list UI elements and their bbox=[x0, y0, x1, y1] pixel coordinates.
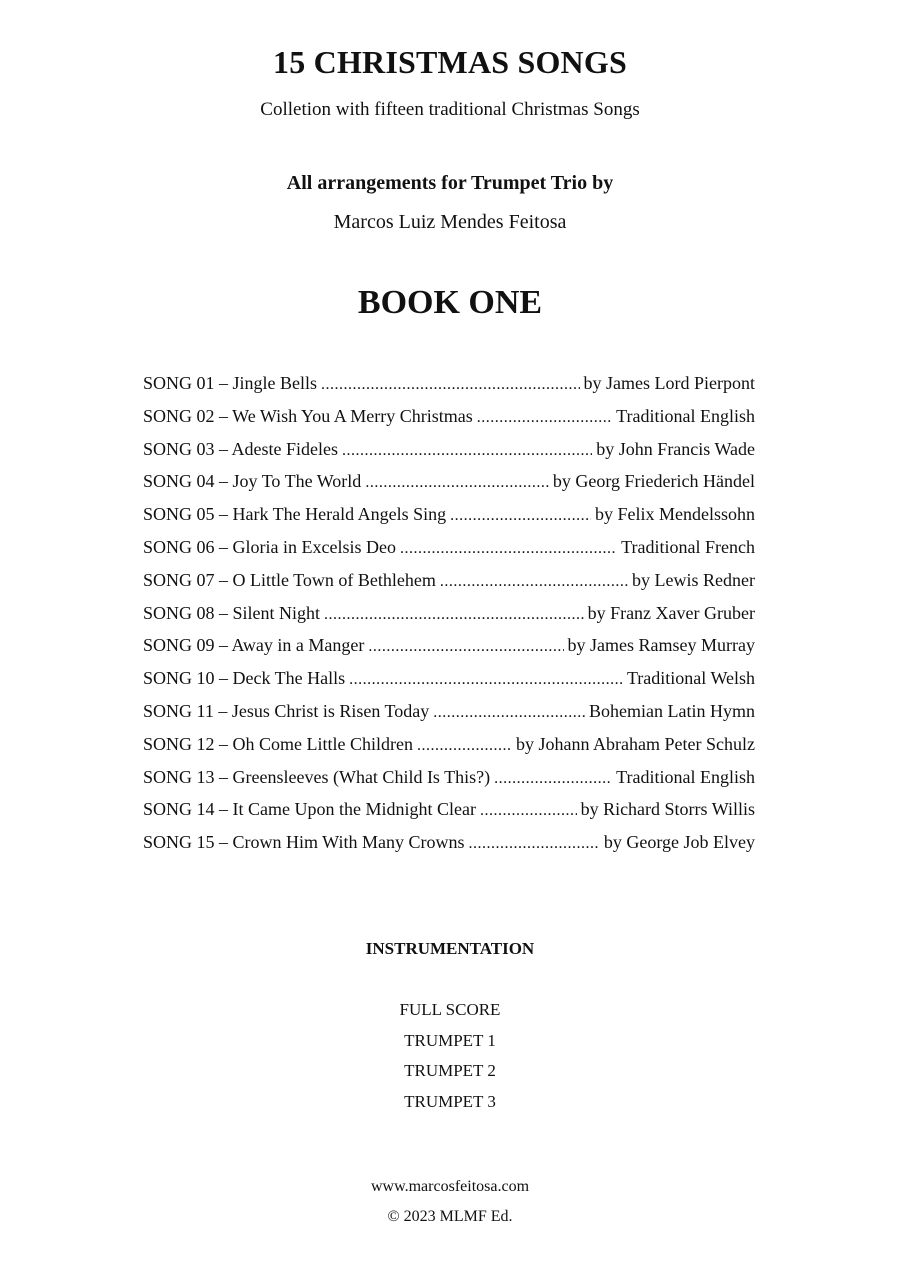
dot-leader bbox=[477, 409, 612, 427]
arranger-name: Marcos Luiz Mendes Feitosa bbox=[333, 211, 567, 233]
song-title: SONG 03 – Adeste Fideles bbox=[143, 438, 338, 459]
song-row bbox=[143, 471, 755, 504]
song-title: SONG 11 – Jesus Christ is Risen Today bbox=[143, 700, 430, 721]
song-composer: Traditional English bbox=[616, 405, 755, 426]
dot-leader bbox=[321, 376, 580, 394]
song-composer: by George Job Elvey bbox=[603, 832, 755, 853]
copyright-text: © 2023 MLMF Ed. bbox=[387, 1208, 513, 1225]
dot-leader bbox=[450, 507, 591, 525]
dot-leader bbox=[324, 606, 584, 624]
song-row bbox=[143, 701, 755, 734]
dot-leader bbox=[368, 638, 563, 656]
song-composer: Traditional English bbox=[616, 766, 755, 787]
song-composer: Traditional French bbox=[621, 536, 755, 557]
dot-leader bbox=[494, 770, 612, 788]
song-row bbox=[143, 799, 755, 832]
song-row bbox=[143, 570, 755, 603]
instrument-item: TRUMPET 1 bbox=[404, 1030, 496, 1050]
website-text: www.marcosfeitosa.com bbox=[370, 1178, 530, 1195]
song-row bbox=[143, 668, 755, 701]
song-composer: by Georg Friederich Händel bbox=[552, 471, 755, 492]
page-subtitle: Colletion with fifteen traditional Christmas Songs bbox=[260, 99, 640, 120]
song-composer: by Franz Xaver Gruber bbox=[587, 602, 755, 623]
song-row bbox=[143, 537, 755, 570]
dot-leader bbox=[349, 671, 623, 689]
song-title: SONG 08 – Silent Night bbox=[143, 602, 321, 623]
dot-leader bbox=[365, 474, 549, 492]
song-title: SONG 05 – Hark The Herald Angels Sing bbox=[143, 504, 447, 525]
song-title: SONG 01 – Jingle Bells bbox=[143, 373, 318, 393]
dot-leader bbox=[440, 573, 628, 591]
arrangements-heading: All arrangements for Trumpet Trio by bbox=[286, 172, 614, 194]
song-composer: by James Lord Pierpont bbox=[583, 373, 755, 393]
song-composer: Traditional Welsh bbox=[626, 668, 755, 689]
dot-leader bbox=[342, 442, 592, 460]
dot-leader bbox=[468, 835, 599, 853]
page-title: 15 CHRISTMAS SONGS bbox=[273, 44, 627, 80]
dot-leader bbox=[417, 737, 512, 755]
song-composer: Bohemian Latin Hymn bbox=[589, 700, 755, 721]
song-composer: by John Francis Wade bbox=[596, 438, 755, 459]
song-composer: by Richard Storrs Willis bbox=[580, 799, 755, 820]
dot-leader bbox=[480, 802, 577, 820]
song-row bbox=[143, 406, 755, 439]
song-title: SONG 06 – Gloria in Excelsis Deo bbox=[143, 536, 396, 557]
song-title: SONG 07 – O Little Town of Bethlehem bbox=[143, 569, 436, 590]
dot-leader bbox=[400, 540, 617, 558]
song-title: SONG 10 – Deck The Halls bbox=[143, 668, 346, 689]
dot-leader bbox=[433, 704, 585, 722]
song-row bbox=[143, 635, 755, 668]
song-title: SONG 13 – Greensleeves (What Child Is This?) bbox=[143, 766, 491, 787]
song-composer: by Lewis Redner bbox=[632, 569, 755, 590]
song-title: SONG 04 – Joy To The World bbox=[143, 471, 362, 492]
song-composer: by Felix Mendelssohn bbox=[595, 504, 755, 525]
song-title: SONG 12 – Oh Come Little Children bbox=[143, 733, 413, 754]
instrument-item: FULL SCORE bbox=[399, 1000, 501, 1019]
song-row bbox=[143, 373, 755, 406]
instrument-item: TRUMPET 3 bbox=[404, 1092, 496, 1112]
song-title: SONG 14 – It Came Upon the Midnight Clear bbox=[143, 799, 476, 820]
song-list bbox=[143, 373, 755, 865]
song-title: SONG 15 – Crown Him With Many Crowns bbox=[143, 832, 465, 853]
instrument-item: TRUMPET 2 bbox=[404, 1061, 496, 1081]
song-row bbox=[143, 439, 755, 472]
song-composer: by James Ramsey Murray bbox=[567, 635, 755, 656]
song-row bbox=[143, 504, 755, 537]
song-row bbox=[143, 767, 755, 800]
song-title: SONG 09 – Away in a Manger bbox=[143, 635, 365, 656]
instrumentation-heading: INSTRUMENTATION bbox=[365, 939, 535, 958]
song-composer: by Johann Abraham Peter Schulz bbox=[516, 733, 755, 754]
song-title: SONG 02 – We Wish You A Merry Christmas bbox=[143, 405, 473, 426]
book-title: BOOK ONE bbox=[357, 284, 543, 321]
song-row bbox=[143, 734, 755, 767]
song-row bbox=[143, 832, 755, 865]
instrumentation-list bbox=[0, 1000, 900, 1123]
song-row bbox=[143, 603, 755, 636]
